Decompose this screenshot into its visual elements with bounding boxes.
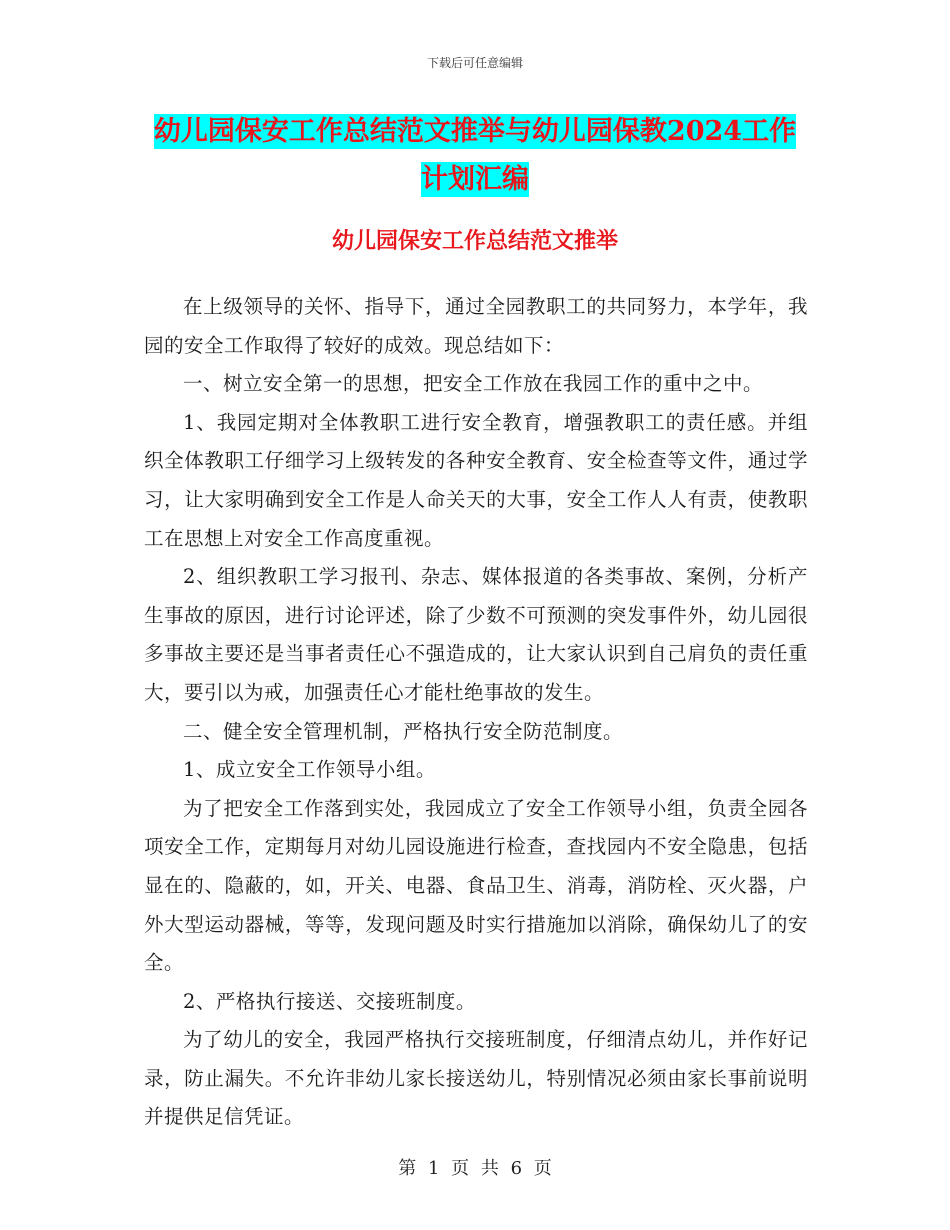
page-footer: 第 1 页 共 6 页 xyxy=(398,1158,552,1179)
paragraph: 在上级领导的关怀、指导下，通过全园教职工的共同努力，本学年，我园的安全工作取得了较好的成效。现总结如下： xyxy=(144,295,808,357)
paragraph: 一、树立安全第一的思想，把安全工作放在我园工作的重中之中。 xyxy=(183,372,764,396)
paragraph: 2、组织教职工学习报刊、杂志、媒体报道的各类事故、案例，分析产生事故的原因，进行讨论评述，除了少数不可预测的突发事件外，幼儿园很多事故主要还是当事者责任心不强造成的，让大家认识到自己肩负的责任重大，要引以为戒，加强责任心才能杜绝事故的发生。 xyxy=(144,565,808,704)
header-note: 下载后可任意编辑 xyxy=(426,56,523,70)
paragraph: 1、成立安全工作领导小组。 xyxy=(183,758,436,782)
title-line-2: 计划汇编 xyxy=(421,164,529,195)
title-line-1: 幼儿园保安工作总结范文推举与幼儿园保教2024工作 xyxy=(153,116,797,147)
paragraph: 2、严格执行接送、交接班制度。 xyxy=(183,989,476,1013)
document-title xyxy=(0,108,950,204)
paragraph: 二、健全安全管理机制，严格执行安全防范制度。 xyxy=(183,719,624,743)
paragraph: 1、我园定期对全体教职工进行安全教育，增强教职工的责任感。并组织全体教职工仔细学习上级转发的各种安全教育、安全检查等文件，通过学习，让大家明确到安全工作是人命关天的大事，安全工作人人有责，使教职工在思想上对安全工作高度重视。 xyxy=(144,410,808,550)
paragraph: 为了幼儿的安全，我园严格执行交接班制度，仔细清点幼儿，并作好记录，防止漏失。不允许非幼儿家长接送幼儿，特别情况必须由家长事前说明并提供足信凭证。 xyxy=(144,1028,808,1129)
body-text xyxy=(144,288,808,1137)
section-title: 幼儿园保安工作总结范文推举 xyxy=(331,228,618,254)
paragraph: 为了把安全工作落到实处，我园成立了安全工作领导小组，负责全园各项安全工作，定期每月对幼儿园设施进行检查，查找园内不安全隐患，包括显在的、隐蔽的，如，开关、电器、食品卫生、消毒，消防栓、灭火器，户外大型运动器械，等等，发现问题及时实行措施加以消除，确保幼儿了的安全。 xyxy=(144,796,808,975)
